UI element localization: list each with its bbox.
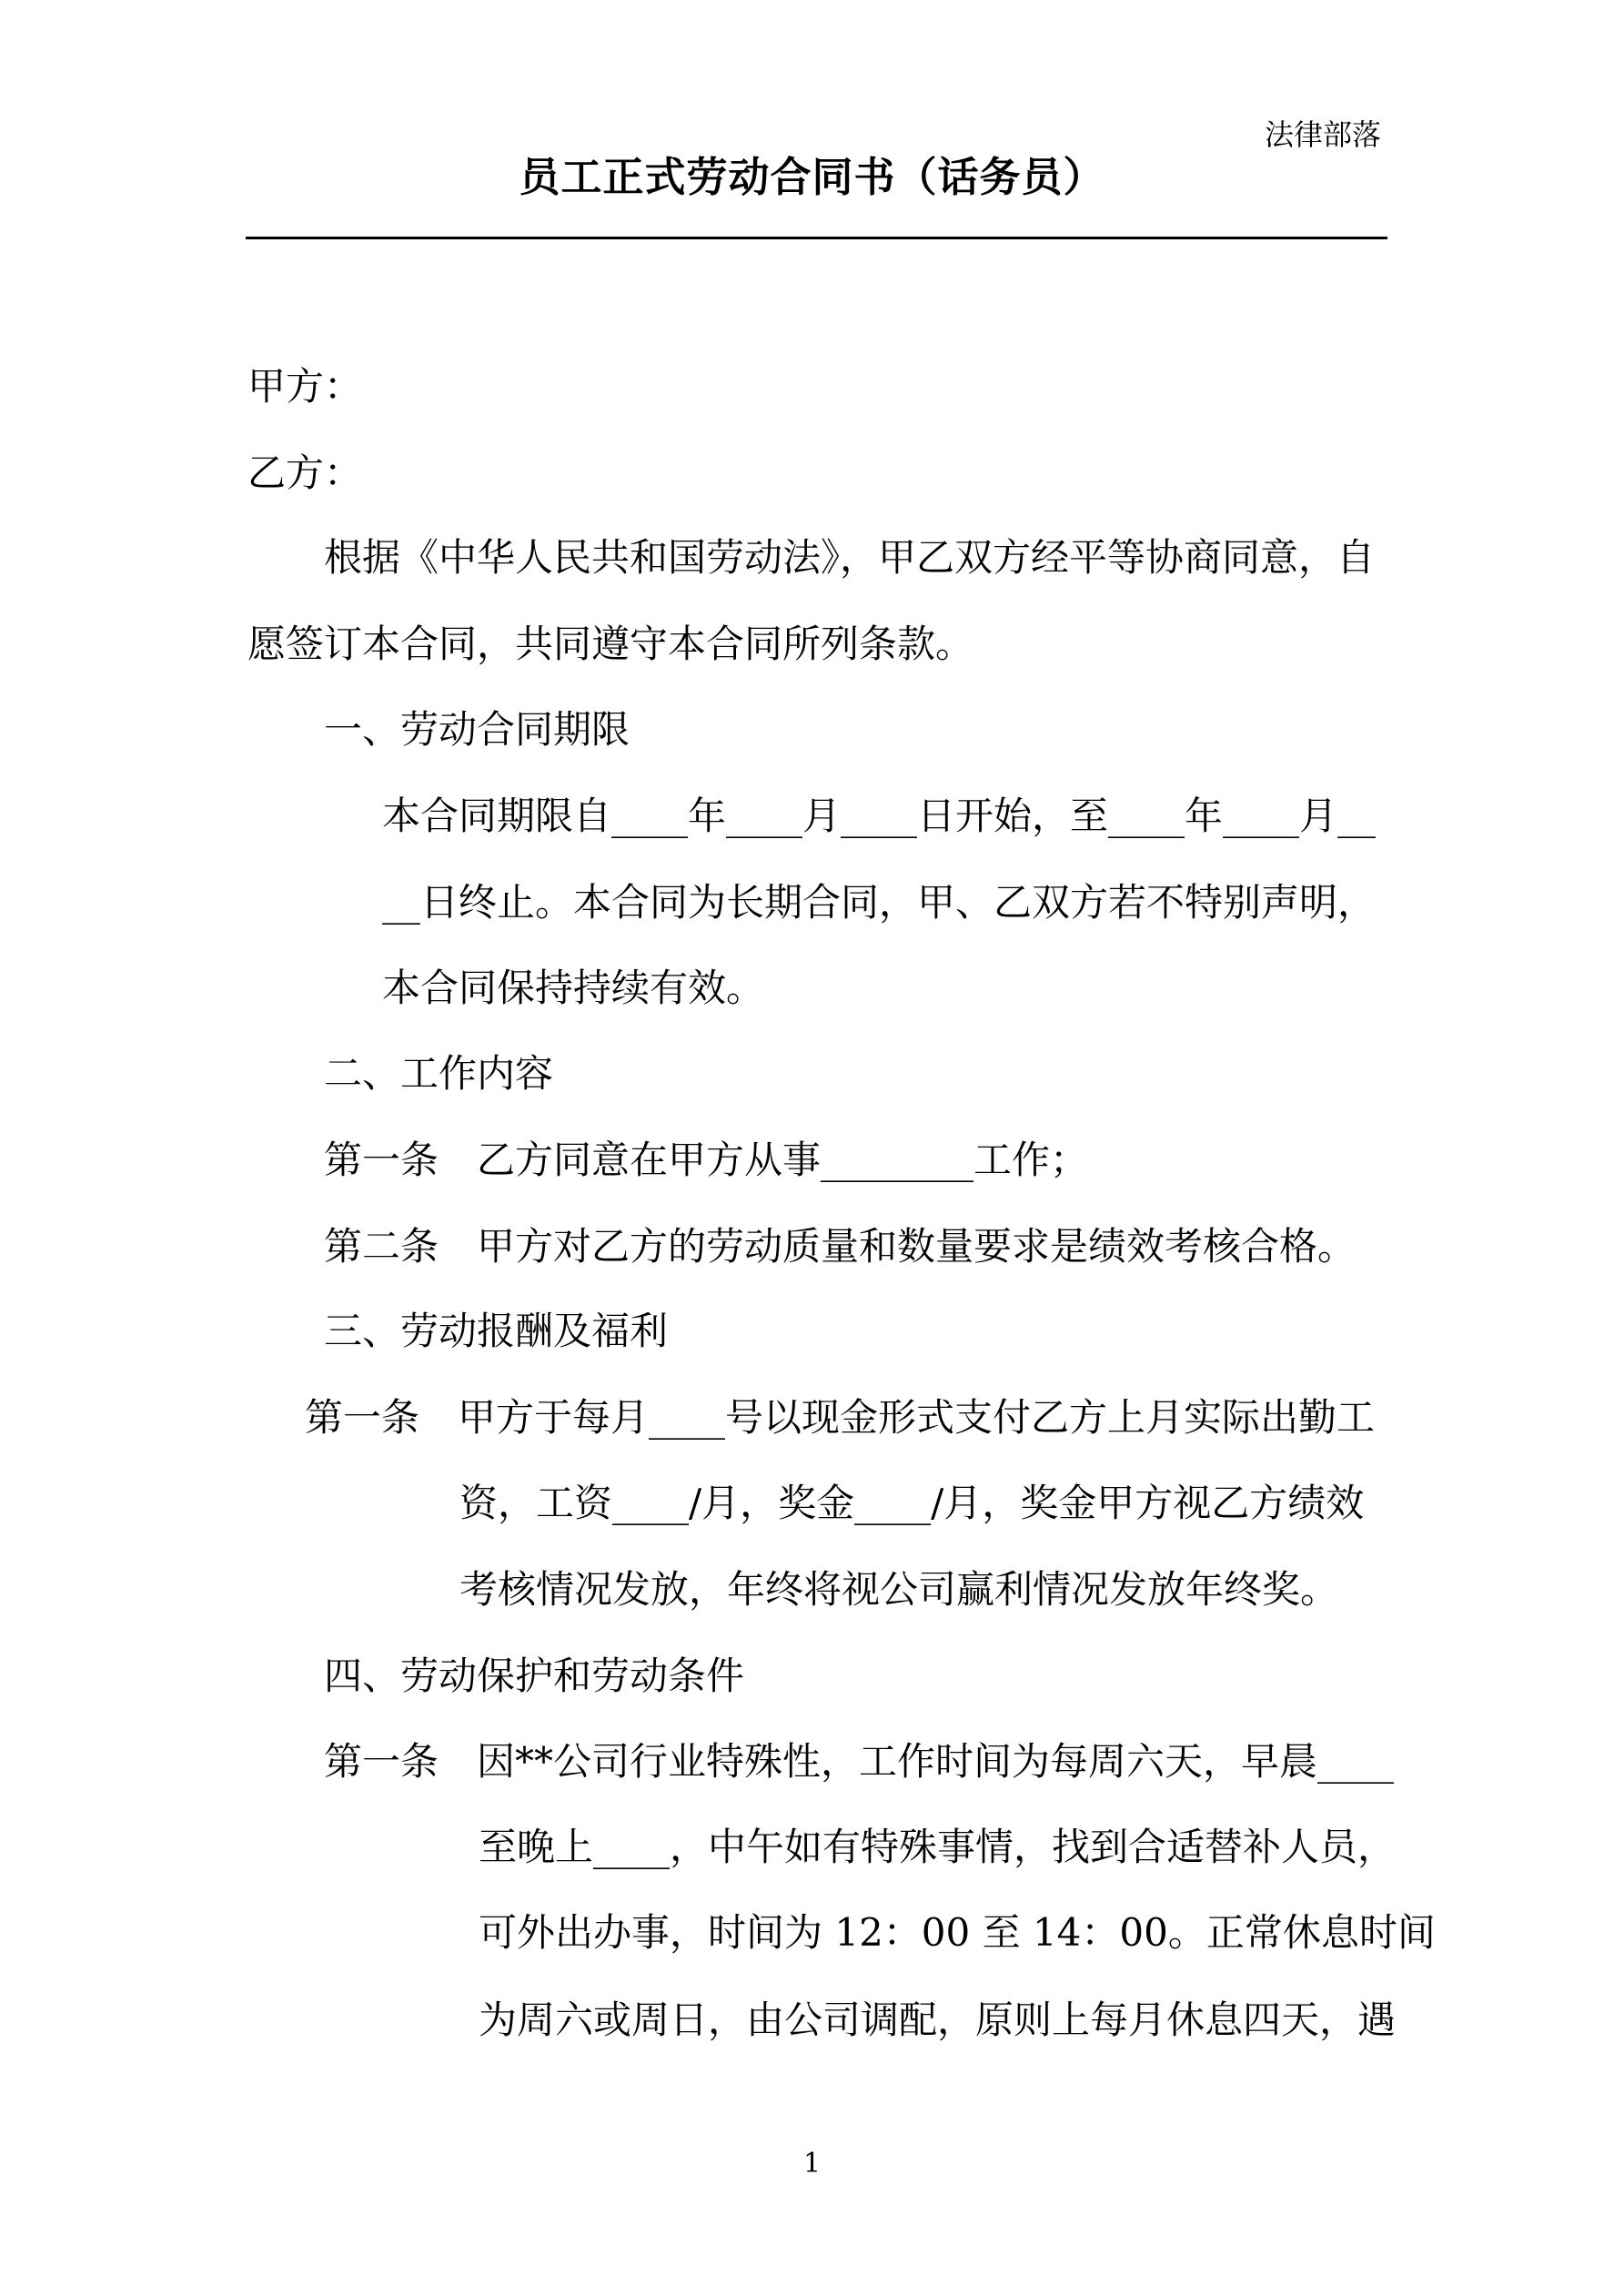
header-tag: 法律部落 <box>1265 117 1382 152</box>
section-4-heading: 四、劳动保护和劳动条件 <box>324 1654 745 1698</box>
section-2-article-1: 第一条 乙方同意在甲方从事________工作； <box>324 1138 1089 1182</box>
party-a-label: 甲方： <box>247 364 363 409</box>
section-2-heading: 二、工作内容 <box>324 1051 554 1096</box>
section-1-line-3: 本合同保持持续有效。 <box>382 966 765 1010</box>
title-divider <box>246 237 1387 239</box>
intro-line-2: 愿签订本合同，共同遵守本合同所列条款。 <box>247 622 974 666</box>
section-4-article-1-line-3: 可外出办事，时间为 12：00 至 14：00。正常休息时间 <box>479 1910 1436 1955</box>
section-1-line-2: __日终止。本合同为长期合同，甲、乙双方若不特别声明， <box>382 880 1377 925</box>
section-3-article-1-line-3: 考核情况发放，年终将视公司赢利情况发放年终奖。 <box>459 1567 1339 1612</box>
intro-line-1: 根据《中华人民共和国劳动法》，甲乙双方经平等协商同意，自 <box>324 535 1376 580</box>
section-2-article-2: 第二条 甲方对乙方的劳动质量和数量要求是绩效考核合格。 <box>324 1224 1357 1269</box>
section-4-article-1-line-2: 至晚上____，中午如有特殊事情，找到合适替补人员， <box>479 1825 1397 1869</box>
section-1-line-1: 本合同期限自____年____月____日开始，至____年____月__ <box>382 794 1377 838</box>
section-3-article-1-line-1: 第一条 甲方于每月____号以现金形式支付乙方上月实际出勤工 <box>305 1395 1376 1440</box>
section-3-heading: 三、劳动报酬及福利 <box>324 1309 669 1353</box>
section-3-article-1-line-2: 资，工资____/月，奖金____/月，奖金甲方视乙方绩效 <box>459 1481 1365 1525</box>
party-b-label: 乙方： <box>247 450 363 495</box>
document-title: 员工正式劳动合同书（话务员） <box>519 153 1105 201</box>
section-4-article-1-line-1: 第一条 因**公司行业特殊性，工作时间为每周六天，早晨____ <box>324 1739 1395 1784</box>
page-number: 1 <box>802 2148 822 2180</box>
section-4-article-1-line-4: 为周六或周日，由公司调配，原则上每月休息四天，遇 <box>479 1998 1397 2042</box>
section-1-heading: 一、劳动合同期限 <box>324 707 630 752</box>
